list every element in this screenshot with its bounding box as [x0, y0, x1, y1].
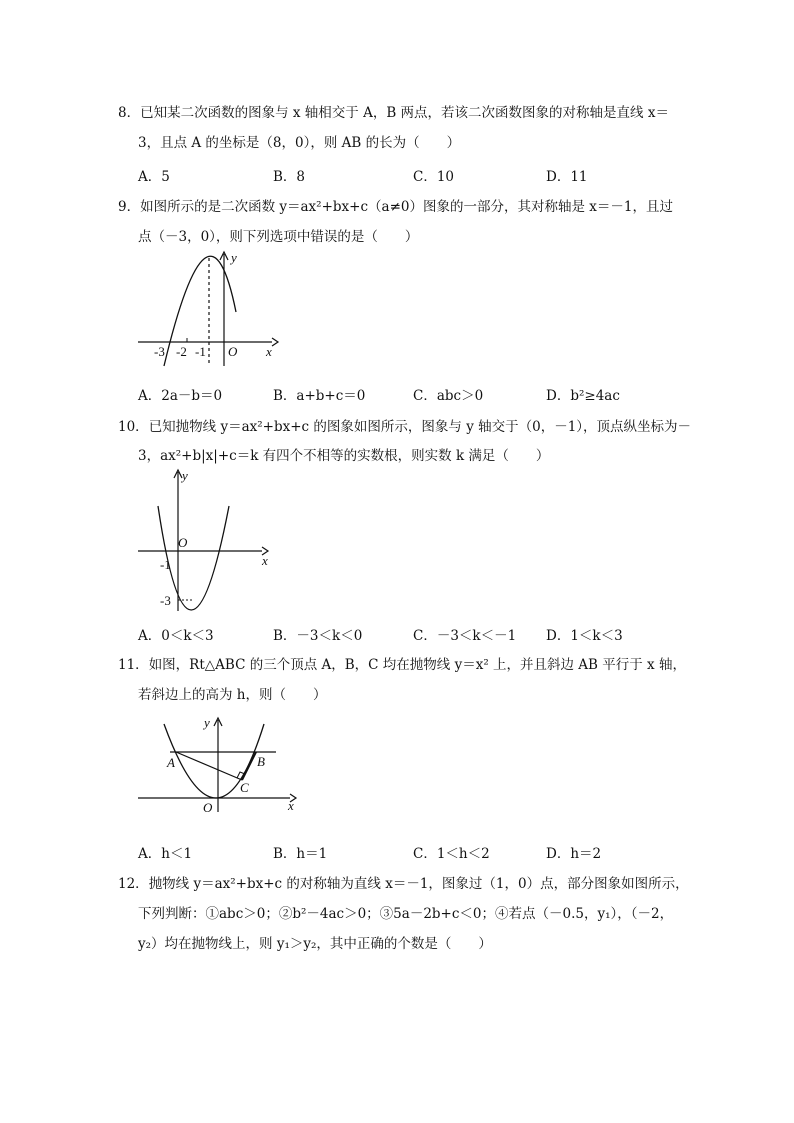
- q9-figure: [136, 248, 286, 368]
- q10-option-d[interactable]: D．1＜k＜3: [546, 628, 623, 644]
- q10-text2: 3，ax²+b|x|+c＝k 有四个不相等的实数根，则实数 k 满足（ ）: [138, 448, 550, 464]
- q10-y-label: y: [182, 468, 188, 483]
- q11-x-label: x: [288, 798, 294, 813]
- q9-line1: [118, 198, 673, 216]
- q9-tick-label: -2: [176, 344, 187, 359]
- q9-text1: 如图所示的是二次函数 y＝ax²+bx+c（a≠0）图象的一部分，其对称轴是 x＝－1，且过: [140, 199, 673, 215]
- q9-text2: 点（－3，0），则下列选项中错误的是（ ）: [138, 229, 419, 245]
- q9-tick-label: -3: [154, 344, 165, 359]
- q12-text3: y₂）均在抛物线上，则 y₁＞y₂，其中正确的个数是（ ）: [138, 936, 492, 952]
- q10-option-a[interactable]: A．0＜k＜3: [138, 628, 214, 644]
- q9-options: [138, 384, 698, 402]
- q10-text1: 已知抛物线 y＝ax²+bx+c 的图象如图所示，图象与 y 轴交于（0，－1），顶点纵坐标为－: [148, 419, 692, 435]
- q9-x-arrow: [272, 338, 278, 346]
- q10-option-c[interactable]: C．－3＜k＜－1: [413, 628, 517, 644]
- q9-x-label: x: [266, 344, 272, 359]
- q9-option-b[interactable]: B．a+b+c＝0: [273, 388, 366, 404]
- q10-options: [138, 624, 698, 642]
- q11-side-ac: [176, 752, 242, 780]
- q10-tick-label: -1: [160, 557, 171, 572]
- q9-option-a[interactable]: A．2a－b＝0: [138, 388, 223, 404]
- q9-number: 9．: [118, 199, 141, 215]
- q10-option-b[interactable]: B．－3＜k＜0: [273, 628, 363, 644]
- q11-side-bc: [242, 752, 256, 780]
- q8-text1: 已知某二次函数的图象与 x 轴相交于 A，B 两点，若该二次函数图象的对称轴是直线 x＝: [140, 105, 669, 121]
- q9-y-label: y: [231, 250, 237, 265]
- q8-option-c[interactable]: C．10: [413, 169, 455, 185]
- q8-text2: 3，且点 A 的坐标是（8，0），则 AB 的长为（ ）: [138, 135, 461, 151]
- q11-option-a[interactable]: A．h＜1: [138, 846, 193, 862]
- q8-options: [138, 165, 698, 183]
- q8-option-d[interactable]: D．11: [546, 169, 588, 185]
- q11-option-d[interactable]: D．h＝2: [546, 846, 602, 862]
- q11-parabola: [164, 724, 264, 798]
- q10-figure: [136, 466, 276, 616]
- q10-number: 10．: [118, 419, 149, 435]
- q9-origin-label: O: [228, 344, 238, 359]
- q8-number: 8．: [118, 105, 141, 121]
- q11-figure: [136, 712, 306, 824]
- q11-origin-label: O: [203, 800, 213, 815]
- q10-origin-label: O: [178, 535, 188, 550]
- q12-text1: 抛物线 y＝ax²+bx+c 的对称轴为直线 x＝－1，图象过（1，0）点，部分图象如图所示，: [148, 876, 689, 892]
- q11-options: [138, 842, 698, 860]
- q12-text2: 下列判断：①abc＞0；②b²－4ac＞0；③5a－2b+c＜0；④若点（－0.5，y₁），（－2，: [138, 906, 674, 922]
- q11-option-b[interactable]: B．h＝1: [273, 846, 328, 862]
- q8-option-a[interactable]: A．5: [138, 169, 170, 185]
- q12-number: 12．: [118, 876, 149, 892]
- q11-text2: 若斜边上的高为 h，则（ ）: [138, 687, 327, 703]
- q9-tick-label: -1: [195, 344, 206, 359]
- q11-text1: 如图，Rt△ABC 的三个顶点 A，B，C 均在抛物线 y＝x² 上，并且斜边 AB 平行于 x 轴，: [148, 657, 686, 673]
- q8-option-b[interactable]: B．8: [273, 169, 306, 185]
- q11-option-c[interactable]: C．1＜h＜2: [413, 846, 490, 862]
- q11-y-label: y: [204, 715, 210, 730]
- q11-point-c-label: C: [240, 780, 249, 795]
- q10-tick-label: -3: [160, 593, 171, 608]
- q9-option-d[interactable]: D．b²≥4ac: [546, 388, 620, 404]
- q12-line1: [118, 875, 689, 893]
- q9-option-c[interactable]: C．abc＞0: [413, 388, 484, 404]
- q10-line1: [118, 418, 691, 436]
- q8-line1: [118, 104, 669, 122]
- q11-line1: [118, 656, 686, 674]
- q11-point-b-label: B: [257, 754, 265, 769]
- q10-x-label: x: [262, 553, 268, 568]
- q11-point-a-label: A: [167, 755, 175, 770]
- q11-number: 11．: [118, 657, 149, 673]
